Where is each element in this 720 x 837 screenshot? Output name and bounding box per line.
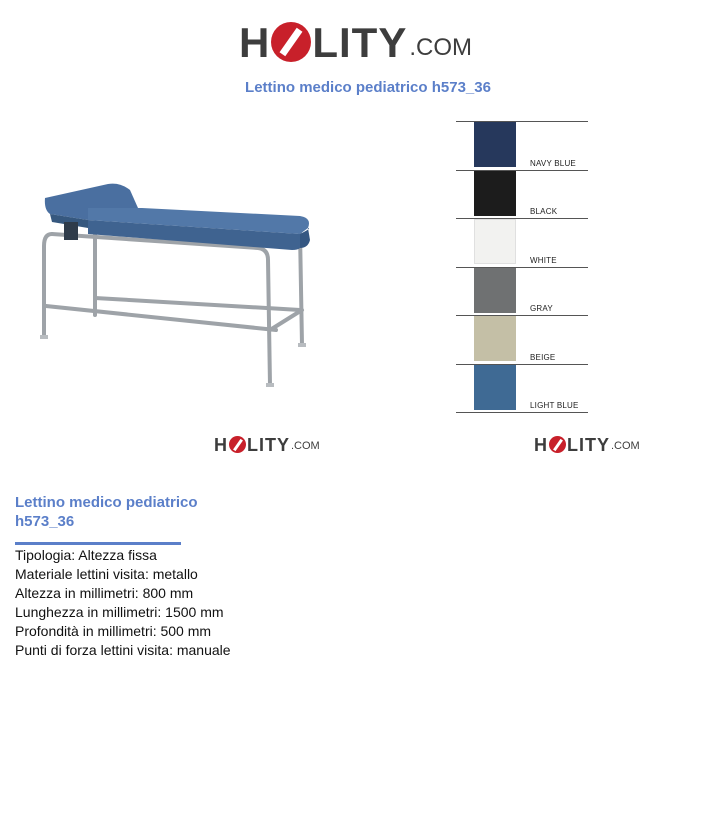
- details-title-line1: Lettino medico pediatrico: [15, 494, 198, 511]
- logo-domain: .COM: [291, 440, 320, 452]
- swatch-fabric: [474, 268, 516, 313]
- holity-logo: [239, 14, 472, 64]
- logo-o-icon: [549, 436, 566, 453]
- swatch-navy-blue[interactable]: [456, 121, 588, 170]
- swatch-fabric: [474, 365, 516, 410]
- swatch-label: LIGHT BLUE: [530, 401, 579, 410]
- color-swatches: [456, 121, 588, 413]
- spec-item: Tipologia: Altezza fissa: [15, 547, 157, 563]
- logo-text-right: LITY: [247, 435, 290, 455]
- details-title-line2: h573_36: [15, 513, 75, 530]
- swatch-beige[interactable]: [456, 315, 588, 364]
- holity-logo-swatches: [534, 432, 640, 454]
- logo-text-right: LITY: [312, 19, 408, 66]
- swatch-label: NAVY BLUE: [530, 158, 576, 168]
- swatch-label: BLACK: [530, 207, 558, 216]
- holity-logo-product: [214, 432, 320, 454]
- spec-item: Altezza in millimetri: 800 mm: [15, 585, 194, 601]
- spec-item: Materiale lettini visita: metallo: [15, 566, 198, 582]
- spec-item: Lunghezza in millimetri: 1500 mm: [15, 604, 224, 620]
- swatch-fabric: [474, 316, 516, 361]
- product-title: Lettino medico pediatrico h573_36: [245, 79, 491, 96]
- logo-text-left: H: [534, 435, 548, 455]
- details-title: [15, 493, 265, 531]
- swatch-black[interactable]: [456, 170, 588, 219]
- logo-text-left: H: [214, 435, 228, 455]
- spec-item: Profondità in millimetri: 500 mm: [15, 623, 212, 639]
- logo-o-icon: [229, 436, 246, 453]
- swatch-label: GRAY: [530, 304, 553, 313]
- logo-o-icon: [271, 22, 311, 62]
- swatch-white[interactable]: [456, 218, 588, 267]
- swatch-label: BEIGE: [530, 352, 556, 362]
- logo-domain: .COM: [409, 34, 473, 61]
- swatch-light-blue[interactable]: [456, 364, 588, 414]
- swatch-fabric: [474, 219, 516, 264]
- details-divider: [15, 542, 181, 545]
- swatch-gray[interactable]: [456, 267, 588, 316]
- logo-domain: .COM: [611, 440, 640, 452]
- logo-text-left: H: [239, 19, 271, 66]
- spec-list: [15, 546, 231, 660]
- swatch-fabric: [474, 122, 516, 167]
- swatch-label: WHITE: [530, 255, 557, 265]
- logo-text-right: LITY: [567, 435, 610, 455]
- spec-item: Punti di forza lettini visita: manuale: [15, 642, 231, 658]
- examination-table-image: [30, 170, 330, 400]
- swatch-fabric: [474, 171, 516, 216]
